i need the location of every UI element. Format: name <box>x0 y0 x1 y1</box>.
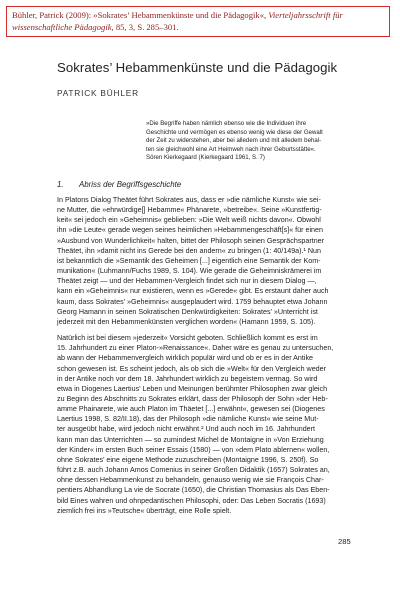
text-line: ne Mutter, die »ehrwürdige[] Hebamme« Phänarete, »betreibe«. Seine »Kunstfertig- <box>57 206 322 215</box>
citation-journal-1: Vierteljahrsschrift für <box>268 10 343 20</box>
text-line: ter ausgeübt habe, wird jedoch nicht erwähnt.² Und auch noch im 16. Jahrhundert <box>57 425 316 434</box>
epigraph-line: Geschichte und vermögen es ebenso wenig wie diese der Gewalt <box>146 128 323 136</box>
text-line: zu Beginn des Abschnitts zu Sokrates erklärt, dass der Philosoph der Sohn »der Heb- <box>57 394 328 403</box>
section-heading <box>57 180 181 189</box>
text-line: Natürlich ist bei diesem »jederzeit« Vorsicht geboten. Schließlich kommt es erst im <box>57 334 318 343</box>
text-line: ihn »die Leute« gerade wegen seines heimlichen »Hebammengeschäft[s]« für einen <box>57 226 323 235</box>
text-line: kann ein »Geheimnis« nur existieren, wenn es »Gerede« gibt. Es erstaunt daher auch <box>57 287 329 296</box>
text-line: keit« sei jedoch ein »Geheimnis« geblieben: »Die Welt weiß nichts davon«. Obwohl <box>57 216 321 225</box>
text-line: ohne Sokrates’ eine eigene Methode zuzuschreiben (Montaigne 1996, S. 250f). So <box>57 455 319 464</box>
text-line: der Kinder« im ersten Buch seiner Essais (1580) — von »dem Plato ablernen« wollen, <box>57 445 330 454</box>
citation-volume: , 85, 3, S. 285–301. <box>111 21 179 32</box>
article-author: PATRICK BÜHLER <box>57 88 139 98</box>
epigraph <box>146 120 356 163</box>
text-line: In Platons Dialog Theätet führt Sokrates aus, dass er »die nämliche Kunst« wie sei- <box>57 196 321 204</box>
citation-box <box>6 6 390 37</box>
text-line: kann man das Unterrichten — so zumindest Michel de Montaigne in »Von Erziehung <box>57 435 324 444</box>
text-line: amme Phainarete, wie auch Platon im Thäetet [...] erwähnt«, gewesen sei (Diogenes <box>57 405 325 414</box>
text-line: munikation« (Luhmann/Fuchs 1989, S. 104). Wie gerade die Geheimniskrämerei im <box>57 267 322 276</box>
text-line: bild Eines wahren und ohnpedantischen Philosophi, oder: Das Leben Socratis (1693) <box>57 496 326 505</box>
citation-line1-plain: Bühler, Patrick (2009): »Sokrates’ Hebammenkünste und die Pädagogik«, <box>12 10 269 20</box>
text-line: führt z.B. auch Johann Amos Comenius in seiner Großen Didaktik (1657) Sokrates an, <box>57 466 330 475</box>
paragraph-2 <box>57 333 357 516</box>
text-line: Georg Hamann in seinen Sokratischen Denkwürdigkeiten: Sokrates’ »Unterricht ist <box>57 307 318 316</box>
text-line: Laertius 1998, S. 82/II.18), das der Philosoph »die nämliche Kunst« wie seine Mut- <box>57 415 319 424</box>
text-line: pentiers Abhandlung La vie de Socrate (1650), die Christian Thomasius als Das Eben- <box>57 486 330 495</box>
epigraph-source: Sören Kierkegaard (Kierkegaard 1961, S. 7) <box>146 154 265 161</box>
section-title: Abriss der Begriffsgeschichte <box>79 180 182 189</box>
text-line: »Ausbund von Wunderlichkeit« halten, bittet der Philosoph seinen Gesprächspartner <box>57 236 325 245</box>
text-line: ab wann der Hebammenvergleich wirklich populär wird und ob er es in der Antike <box>57 354 314 363</box>
text-line: etwa in Diogenes Laertius’ Leben und Meinungen berühmter Philosophen zwar gleich <box>57 384 328 393</box>
section-number: 1. <box>57 180 64 189</box>
text-line: schon gewesen ist. Es scheint jedoch, als ob sich die »Welt« für den Vergleich weder <box>57 364 326 373</box>
text-line: Theätet, ihn »damit nicht ins Gerede bei den andern« zu bringen (1: 40/149a).¹ Nun <box>57 246 321 255</box>
body-text <box>57 195 357 516</box>
paragraph-1 <box>57 195 357 327</box>
text-line: 15. Jahrhundert zu einer Platon-»Renaissance«. Daher wäre es genau zu untersuchen, <box>57 344 334 353</box>
text-line: ist bekanntlich die »Semantik des Geheimen [...] eigentlich eine Semantik der Kom- <box>57 256 321 265</box>
epigraph-line: ten sie gleichwohl eine Art Heimweh nach ihrer Geburtsstätte«. <box>146 145 316 153</box>
text-line: Theätet zeigt — und der Hebammen-Vergleich findet sich nur in diesem Dialog —, <box>57 277 317 286</box>
text-line: jederzeit mit den Hebammenkünsten verglichen worden« (Hamann 1959, S. 105). <box>57 317 316 326</box>
text-line: ziemlich frei ins »Teutsche« überträgt, eine Rolle spielt. <box>57 506 232 515</box>
page-number: 285 <box>338 537 351 546</box>
epigraph-line: der Zeit zu widerstehen, aber bei alledem und mit alledem behal- <box>146 137 322 144</box>
article-title: Sokrates’ Hebammenkünste und die Pädagogik <box>57 60 338 75</box>
text-line: kaum, dass Sokrates’ »Geheimnis« ausgeplaudert wird. 1759 behauptet etwa Johann <box>57 297 328 306</box>
citation-journal-2: wissenschaftliche Pädagogik <box>12 21 112 32</box>
text-line: in der Antike noch vor dem 18. Jahrhundert wirklich zu begeistern vermag. So wird <box>57 374 318 383</box>
text-line: ohne dessen Hebammenkunst zu behandeln, genauso wenig wie sie François Char- <box>57 476 324 485</box>
epigraph-line: »Die Begriffe haben nämlich ebenso wie die Individuen ihre <box>146 120 307 127</box>
